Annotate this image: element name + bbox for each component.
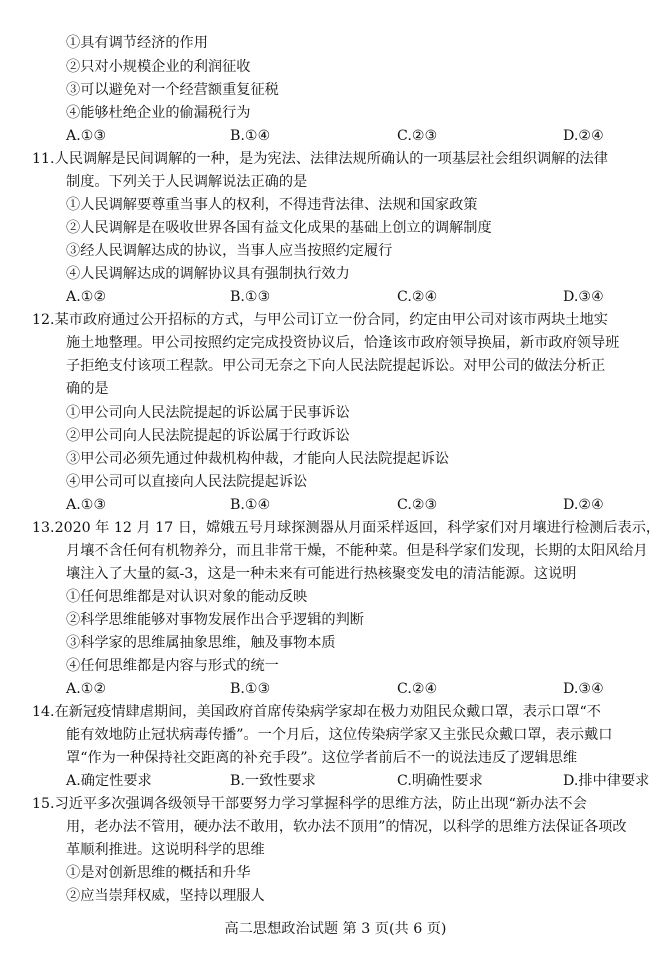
q14-stem-line-3: 罩“作为一种保持社交距离的补充手段”。这位学者前后不一的说法违反了逻辑思维 bbox=[66, 750, 578, 766]
q13-answer-c: C.②④ bbox=[397, 681, 438, 697]
q12-answer-c: C.②③ bbox=[397, 497, 438, 513]
q14-stem-line-2: 能有效地防止冠状病毒传播”。一个月后，这位传染病学家又主张民众戴口罩，表示戴口 bbox=[66, 727, 613, 743]
q13-stem-line-2: 月壤不含任何有机物养分，而且非常干燥，不能种菜。但是科学家们发现，长期的太阳风给月 bbox=[66, 543, 648, 559]
q11-answer-c: C.②④ bbox=[397, 289, 438, 305]
q12-answer-a: A.①③ bbox=[66, 497, 107, 513]
q12-answer-b: B.①④ bbox=[230, 497, 271, 513]
q11-stem-line-2: 制度。下列关于人民调解说法正确的是 bbox=[66, 174, 308, 190]
q10-option-4: ④能够杜绝企业的偷漏税行为 bbox=[66, 105, 251, 121]
q15-stem-line-3: 革顺利推进。这说明科学的思维 bbox=[66, 842, 265, 858]
q14-stem-line-1: 14.在新冠疫情肆虐期间，美国政府首席传染病学家却在极力劝阻民众戴口罩，表示口罩“不 bbox=[32, 704, 601, 720]
q14-answer-b: B.一致性要求 bbox=[230, 773, 316, 789]
q14-answer-d: D.排中律要求 bbox=[563, 773, 650, 789]
q13-answer-row bbox=[66, 680, 657, 698]
q11-option-4: ④人民调解达成的调解协议具有强制执行效力 bbox=[66, 266, 350, 282]
q13-option-2: ②科学思维能够对事物发展作出合乎逻辑的判断 bbox=[66, 612, 364, 628]
q12-stem-line-4: 确的是 bbox=[66, 381, 109, 397]
q11-answer-row bbox=[66, 288, 657, 306]
q14-answer-a: A.确定性要求 bbox=[66, 773, 152, 789]
q15-option-2: ②应当崇拜权威，坚持以理服人 bbox=[66, 888, 265, 904]
q10-option-3: ③可以避免对一个经营额重复征税 bbox=[66, 82, 279, 98]
q14-answer-row bbox=[66, 772, 657, 790]
q13-answer-a: A.①② bbox=[66, 681, 107, 697]
q13-stem-line-3: 壤注入了大量的氦-3，这是一种未来有可能进行热核聚变发电的清洁能源。这说明 bbox=[66, 566, 577, 582]
q12-answer-row bbox=[66, 496, 657, 514]
q11-stem-line-1: 11.人民调解是民间调解的一种，是为宪法、法律法规所确认的一项基层社会组织调解的法律 bbox=[32, 151, 608, 167]
q12-option-2: ②甲公司向人民法院提起的诉讼属于行政诉讼 bbox=[66, 428, 350, 444]
q11-answer-b: B.①③ bbox=[230, 289, 271, 305]
q15-stem-line-1: 15.习近平多次强调各级领导干部要努力学习掌握科学的思维方法，防止出现“新办法不会 bbox=[32, 796, 587, 812]
q11-option-2: ②人民调解是在吸收世界各国有益文化成果的基础上创立的调解制度 bbox=[66, 220, 492, 236]
q13-answer-d: D.③④ bbox=[563, 681, 604, 697]
q10-option-1: ①具有调节经济的作用 bbox=[66, 35, 208, 51]
q13-stem-line-1: 13.2020 年 12 月 17 日，嫦娥五号月球探测器从月面采样返回，科学家们对月壤进行检测后表示， bbox=[32, 520, 661, 536]
q11-option-3: ③经人民调解达成的协议，当事人应当按照约定履行 bbox=[66, 243, 393, 259]
q15-stem-line-2: 用，老办法不管用，硬办法不敢用，软办法不顶用”的情况，以科学的思维方法保证各项改 bbox=[66, 819, 627, 835]
q11-answer-d: D.③④ bbox=[563, 289, 604, 305]
q13-option-1: ①任何思维都是对认识对象的能动反映 bbox=[66, 589, 308, 605]
q12-answer-d: D.②④ bbox=[563, 497, 604, 513]
q11-option-1: ①人民调解要尊重当事人的权利，不得违背法律、法规和国家政策 bbox=[66, 197, 478, 213]
q14-answer-c: C.明确性要求 bbox=[397, 773, 483, 789]
q12-option-3: ③甲公司必须先通过仲裁机构仲裁，才能向人民法院提起诉讼 bbox=[66, 451, 450, 467]
q10-option-2: ②只对小规模企业的利润征收 bbox=[66, 59, 251, 75]
q13-option-4: ④任何思维都是内容与形式的统一 bbox=[66, 658, 279, 674]
q15-option-1: ①是对创新思维的概括和升华 bbox=[66, 865, 251, 881]
q10-answer-row bbox=[66, 127, 657, 145]
q13-answer-b: B.①③ bbox=[230, 681, 271, 697]
q12-stem-line-3: 子拒绝支付该项工程款。甲公司无奈之下向人民法院提起诉讼。对甲公司的做法分析正 bbox=[66, 358, 606, 374]
q10-answer-a: A.①③ bbox=[66, 128, 107, 144]
q12-stem-line-2: 施土地整理。甲公司按照约定完成投资协议后，恰逢该市政府领导换届，新市政府领导班 bbox=[66, 335, 620, 351]
q11-answer-a: A.①② bbox=[66, 289, 107, 305]
page-footer: 高二思想政治试题 第 3 页(共 6 页) bbox=[224, 921, 447, 937]
q12-stem-line-1: 12.某市政府通过公开招标的方式，与甲公司订立一份合同，约定由甲公司对该市两块土地实 bbox=[32, 312, 608, 328]
q10-answer-b: B.①④ bbox=[230, 128, 271, 144]
q12-option-1: ①甲公司向人民法院提起的诉讼属于民事诉讼 bbox=[66, 405, 350, 421]
q10-answer-d: D.②④ bbox=[563, 128, 604, 144]
q13-option-3: ③科学家的思维属抽象思维，触及事物本质 bbox=[66, 635, 336, 651]
q12-option-4: ④甲公司可以直接向人民法院提起诉讼 bbox=[66, 474, 308, 490]
q10-answer-c: C.②③ bbox=[397, 128, 438, 144]
